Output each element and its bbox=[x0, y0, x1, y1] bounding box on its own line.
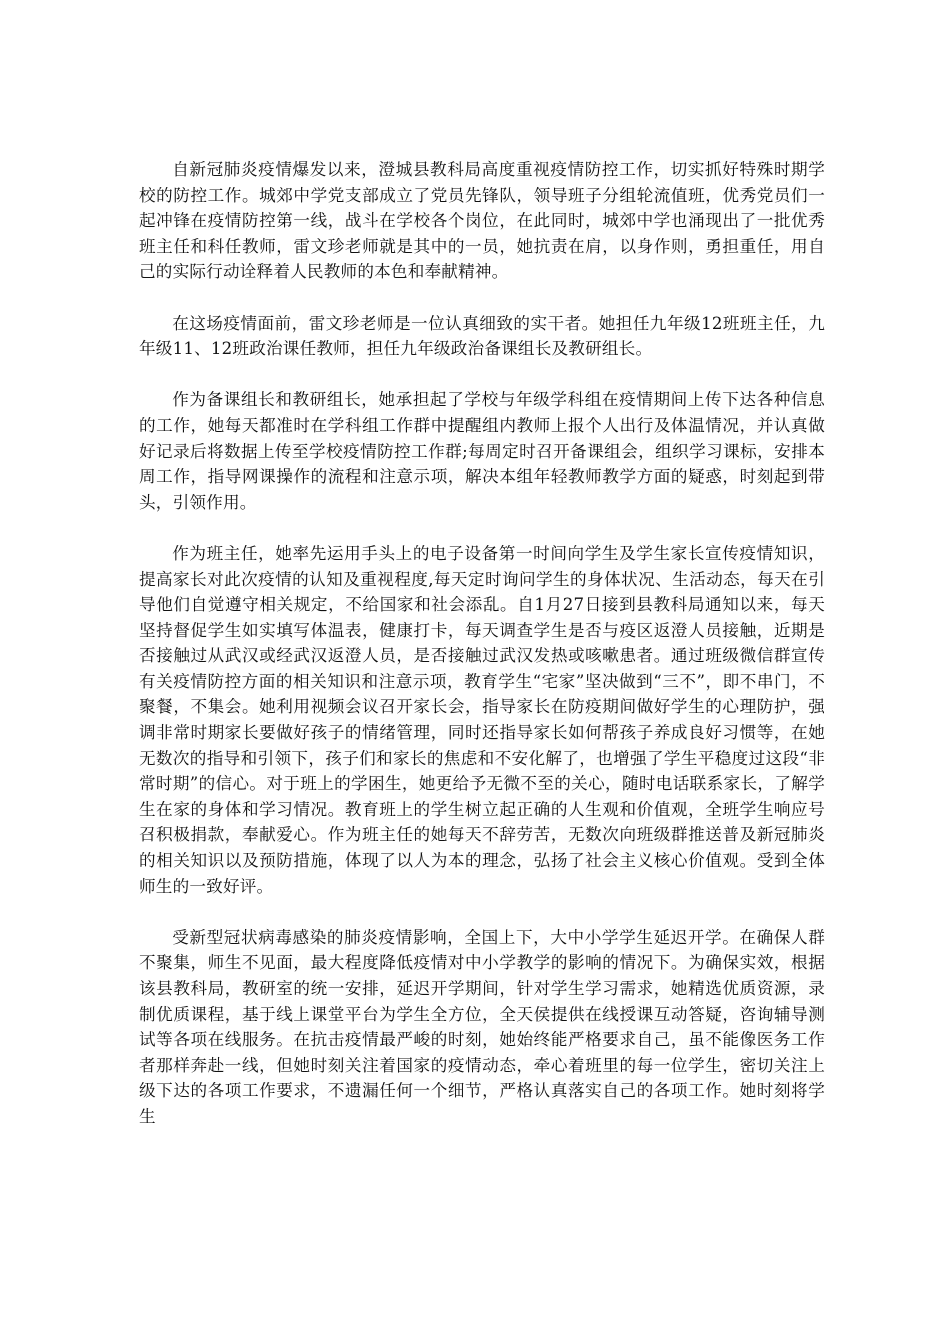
article-body bbox=[139, 157, 825, 1155]
paragraph-4: 作为班主任，她率先运用手头上的电子设备第一时间向学生及学生家长宣传疫情知识，提高家长对此次疫情的认知及重视程度,每天定时询问学生的身体状况、生活动态，每天在引导他们自觉遵守相关规定，不给国家和社会添乱。自1月27日接到县教科局通知以来，每天坚持督促学生如实填写体温表，健康打卡，每天调查学生是否与疫区返澄人员接触，近期是否接触过从武汉或经武汉返澄人员，是否接触过武汉发热或咳嗽患者。通过班级微信群宣传有关疫情防控方面的相关知识和注意示项，教育学生“宅家”坚决做到“三不”，即不串门，不聚餐，不集会。她利用视频会议召开家长会，指导家长在防疫期间做好学生的心理防护，强调非常时期家长要做好孩子的情绪管理，同时还指导家长如何帮孩子养成良好习惯等，在她无数次的指导和引领下，孩子们和家长的焦虑和不安化解了，也增强了学生平稳度过这段“非常时期”的信心。对于班上的学困生，她更给予无微不至的关心，随时电话联系家长，了解学生在家的身体和学习情况。教育班上的学生树立起正确的人生观和价值观，全班学生响应号召积极捐款，奉献爱心。作为班主任的她每天不辞劳苦，无数次向班级群推送普及新冠肺炎的相关知识以及预防措施，体现了以人为本的理念，弘扬了社会主义核心价值观。受到全体师生的一致好评。 bbox=[139, 543, 825, 896]
paragraph-3: 作为备课组长和教研组长，她承担起了学校与年级学科组在疫情期间上传下达各种信息的工作，她每天都准时在学科组工作群中提醒组内教师上报个人出行及体温情况，并认真做好记录后将数据上传至学校疫情防控工作群;每周定时召开备课组会，组织学习课标，安排本周工作，指导网课操作的流程和注意示项，解决本组年轻教师教学方面的疑惑，时刻起到带头，引领作用。 bbox=[139, 390, 825, 512]
paragraph-1: 自新冠肺炎疫情爆发以来，澄城县教科局高度重视疫情防控工作，切实抓好特殊时期学校的防控工作。城郊中学党支部成立了党员先锋队，领导班子分组轮流值班，优秀党员们一起冲锋在疫情防控第一线，战斗在学校各个岗位，在此同时，城郊中学也涌现出了一批优秀班主任和科任教师，雷文珍老师就是其中的一员，她抗责在肩，以身作则，勇担重任，用自己的实际行动诠释着人民教师的本色和奉献精神。 bbox=[139, 160, 825, 282]
paragraph-5: 受新型冠状病毒感染的肺炎疫情影响，全国上下，大中小学学生延迟开学。在确保人群不聚集，师生不见面，最大程度降低疫情对中小学教学的影响的情况下。为确保实效，根据该县教科局，教研室的统一安排，延迟开学期间，针对学生学习需求，她精选优质资源，录制优质课程，基于线上课堂平台为学生全方位，全天侯提供在线授课互动答疑，咨询辅导测试等各项在线服务。在抗击疫情最严峻的时刻，她始终能严格要求自己，虽不能像医务工作者那样奔赴一线，但她时刻关注着国家的疫情动态，牵心着班里的每一位学生，密切关注上级下达的各项工作要求，不遗漏任何一个细节，严格认真落实自己的各项工作。她时刻将学生 bbox=[139, 927, 825, 1126]
paragraph-2: 在这场疫情面前，雷文珍老师是一位认真细致的实干者。她担任九年级12班班主任，九年级11、12班政治课任教师，担任九年级政治备课组长及教研组长。 bbox=[139, 313, 825, 359]
